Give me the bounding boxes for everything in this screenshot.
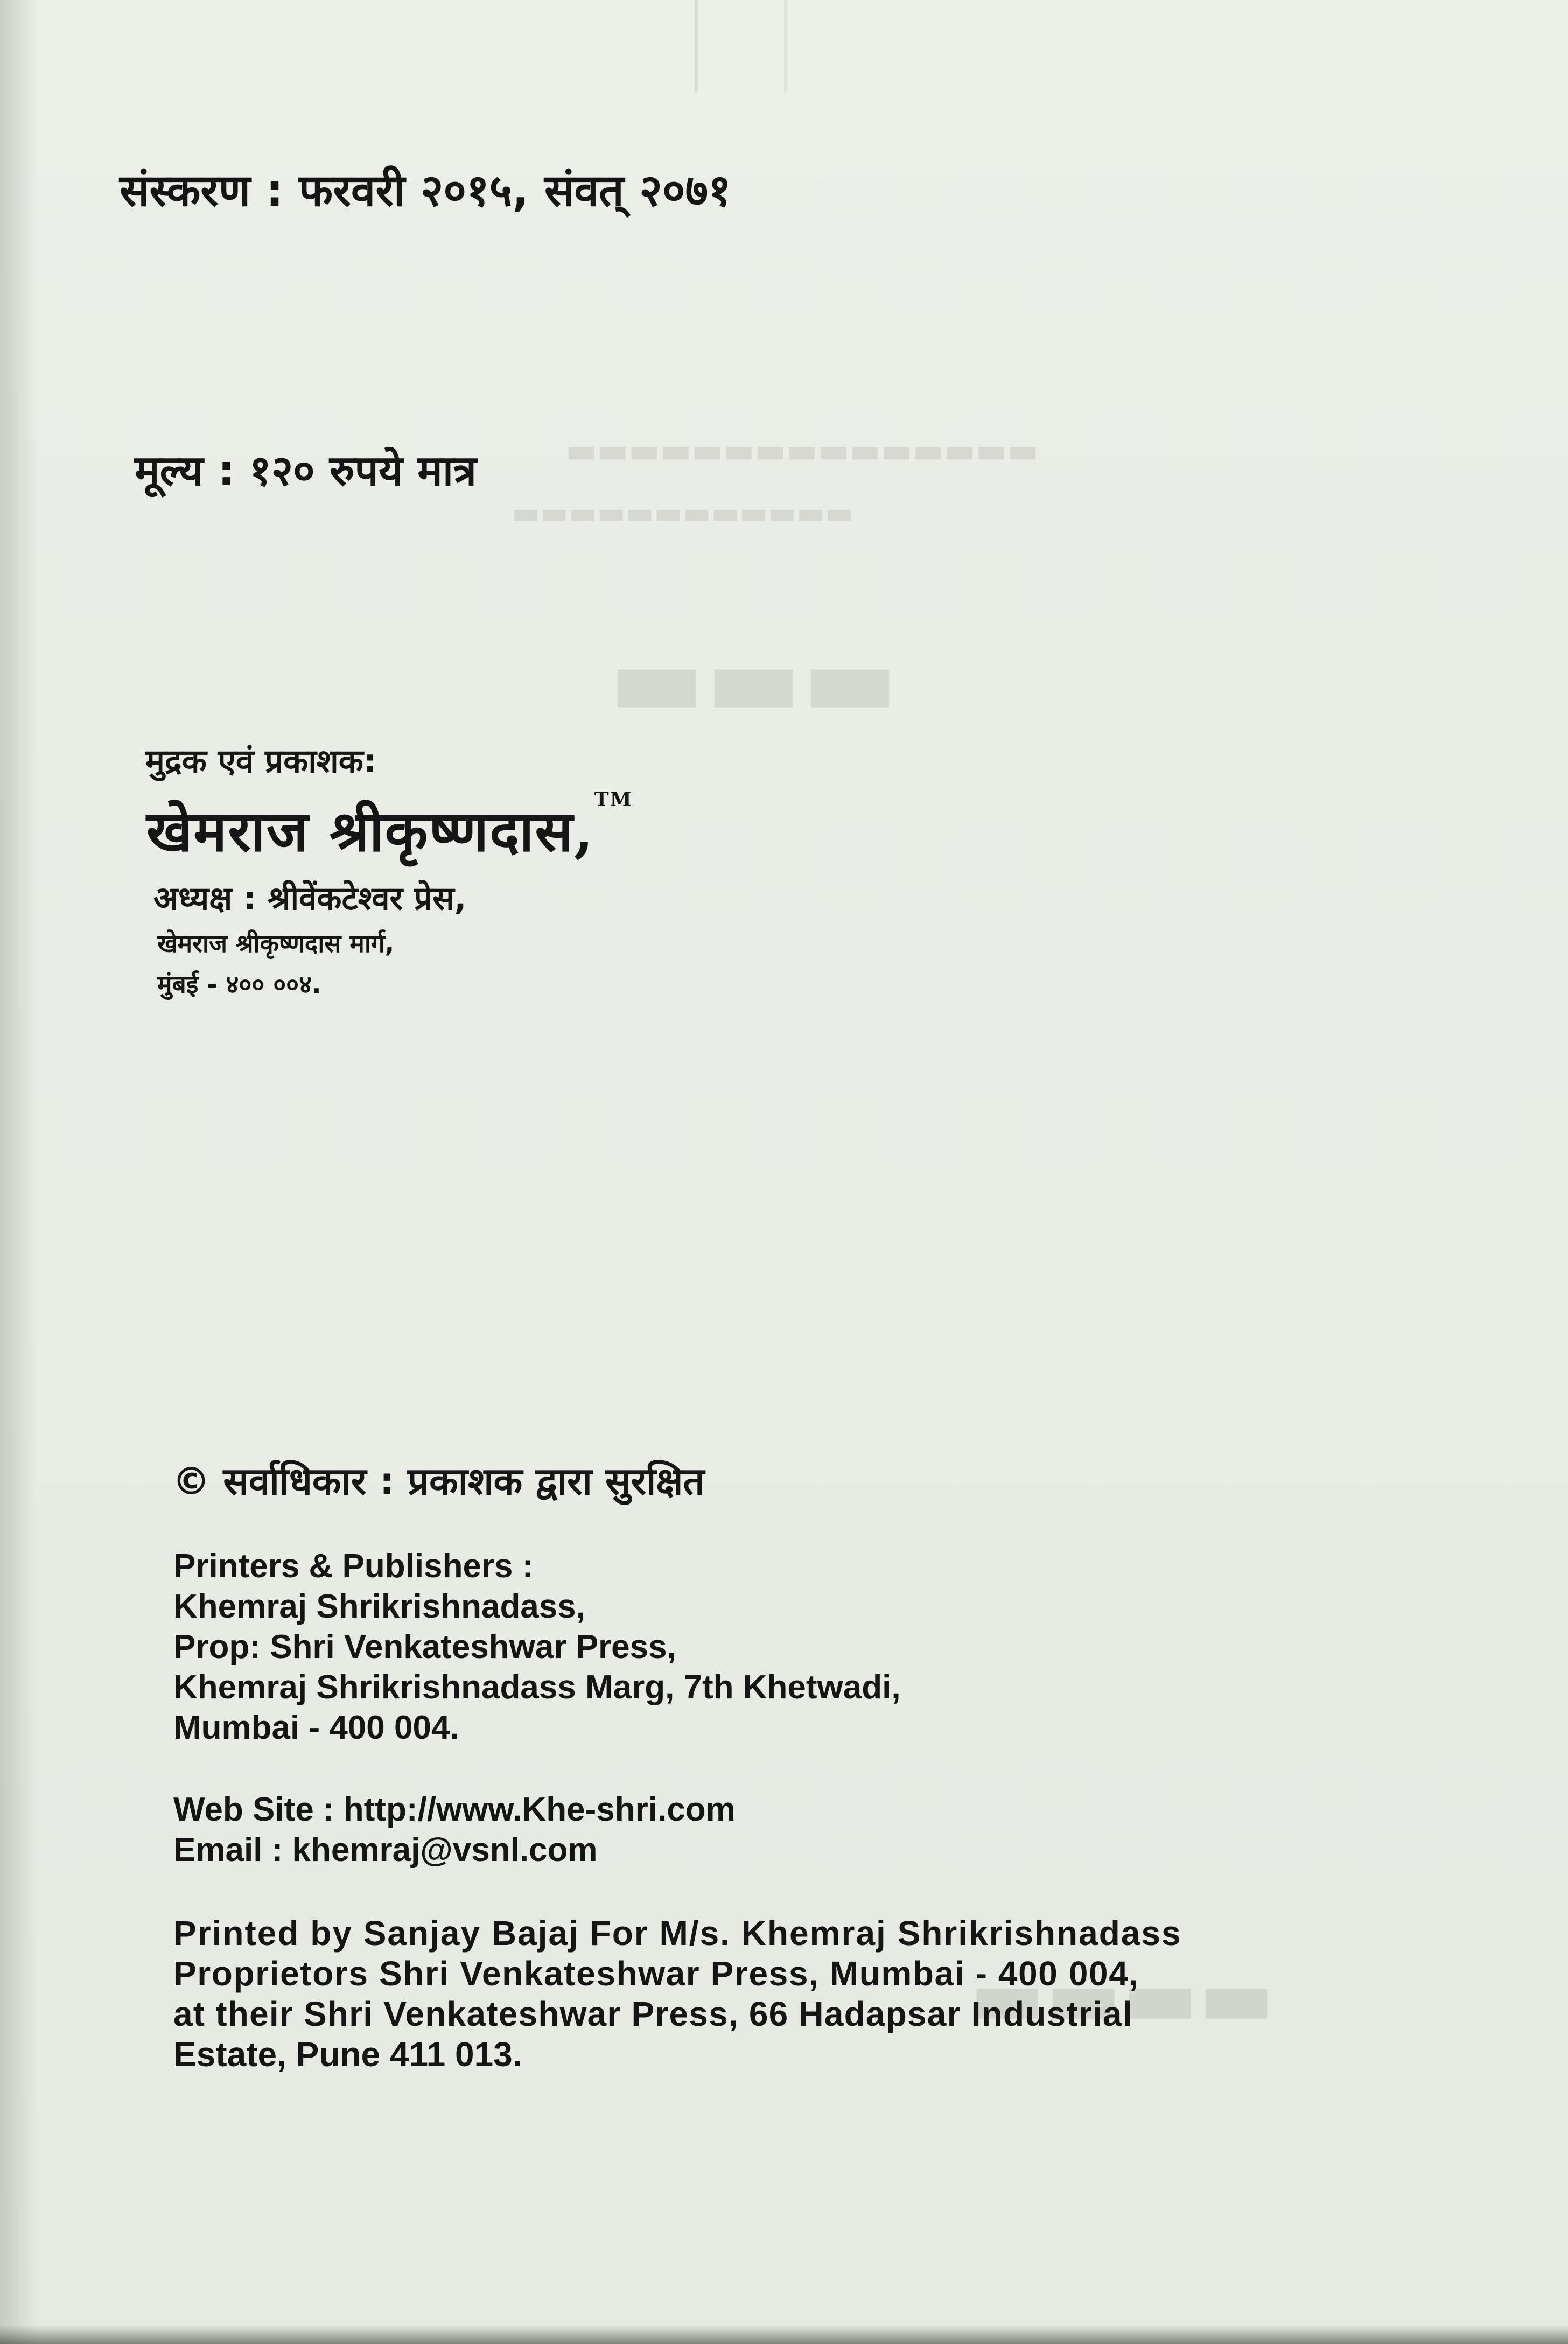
printed-by-line: Printed by Sanjay Bajaj For M/s. Khemraj Shrikrishnadass (173, 1914, 1182, 1953)
publisher-name-en: Khemraj Shrikrishnadass, (173, 1588, 585, 1625)
publisher-heading-en: Printers & Publishers : (173, 1548, 534, 1585)
bleed-through-text: ▬▬▬ (608, 619, 899, 739)
bleed-through-mark (695, 0, 787, 92)
publisher-city-en: Mumbai - 400 004. (173, 1709, 459, 1746)
email-line: Email : khemraj@vsnl.com (173, 1831, 598, 1869)
publisher-street: खेमराज श्रीकृष्णदास मार्ग, (157, 929, 395, 958)
publisher-role: अध्यक्ष : श्रीवेंकटेश्वर प्रेस, (153, 880, 467, 918)
page-gutter-shadow (0, 0, 38, 2344)
price-line: मूल्य : १२० रुपये मात्र (135, 447, 477, 495)
edition-line: संस्करण : फरवरी २०१५, संवत् २०७१ (120, 165, 731, 216)
printed-by-line: at their Shri Venkateshwar Press, 66 Hadapsar Industrial (173, 1995, 1133, 2033)
trademark-mark: TM (594, 788, 633, 811)
page-bottom-edge (0, 2325, 1568, 2344)
publisher-address-en: Khemraj Shrikrishnadass Marg, 7th Khetwadi, (173, 1669, 901, 1706)
bleed-through-text: ▬▬▬▬▬▬▬▬▬▬▬▬ (512, 495, 853, 531)
bleed-through-text: ▬▬▬▬ (969, 1949, 1275, 2044)
publisher-city: मुंबई - ४०० ००४. (157, 970, 321, 999)
publisher-prop-en: Prop: Shri Venkateshwar Press, (173, 1628, 676, 1666)
printed-by-line: Proprietors Shri Venkateshwar Press, Mumbai - 400 004, (173, 1954, 1139, 1993)
website-line: Web Site : http://www.Khe-shri.com (173, 1791, 736, 1828)
publisher-logo (146, 788, 633, 867)
printed-by-line: Estate, Pune 411 013. (173, 2035, 522, 2074)
bleed-through-text: ▬▬▬▬▬▬▬▬▬▬▬▬▬▬▬ (565, 431, 1039, 470)
publisher-label: मुद्रक एवं प्रकाशक: (145, 743, 376, 780)
copyright-notice: © सर्वाधिकार : प्रकाशक द्वारा सुरक्षित (172, 1459, 705, 1503)
publisher-logo-text: खेमराज श्रीकृष्णदास, (146, 798, 594, 864)
